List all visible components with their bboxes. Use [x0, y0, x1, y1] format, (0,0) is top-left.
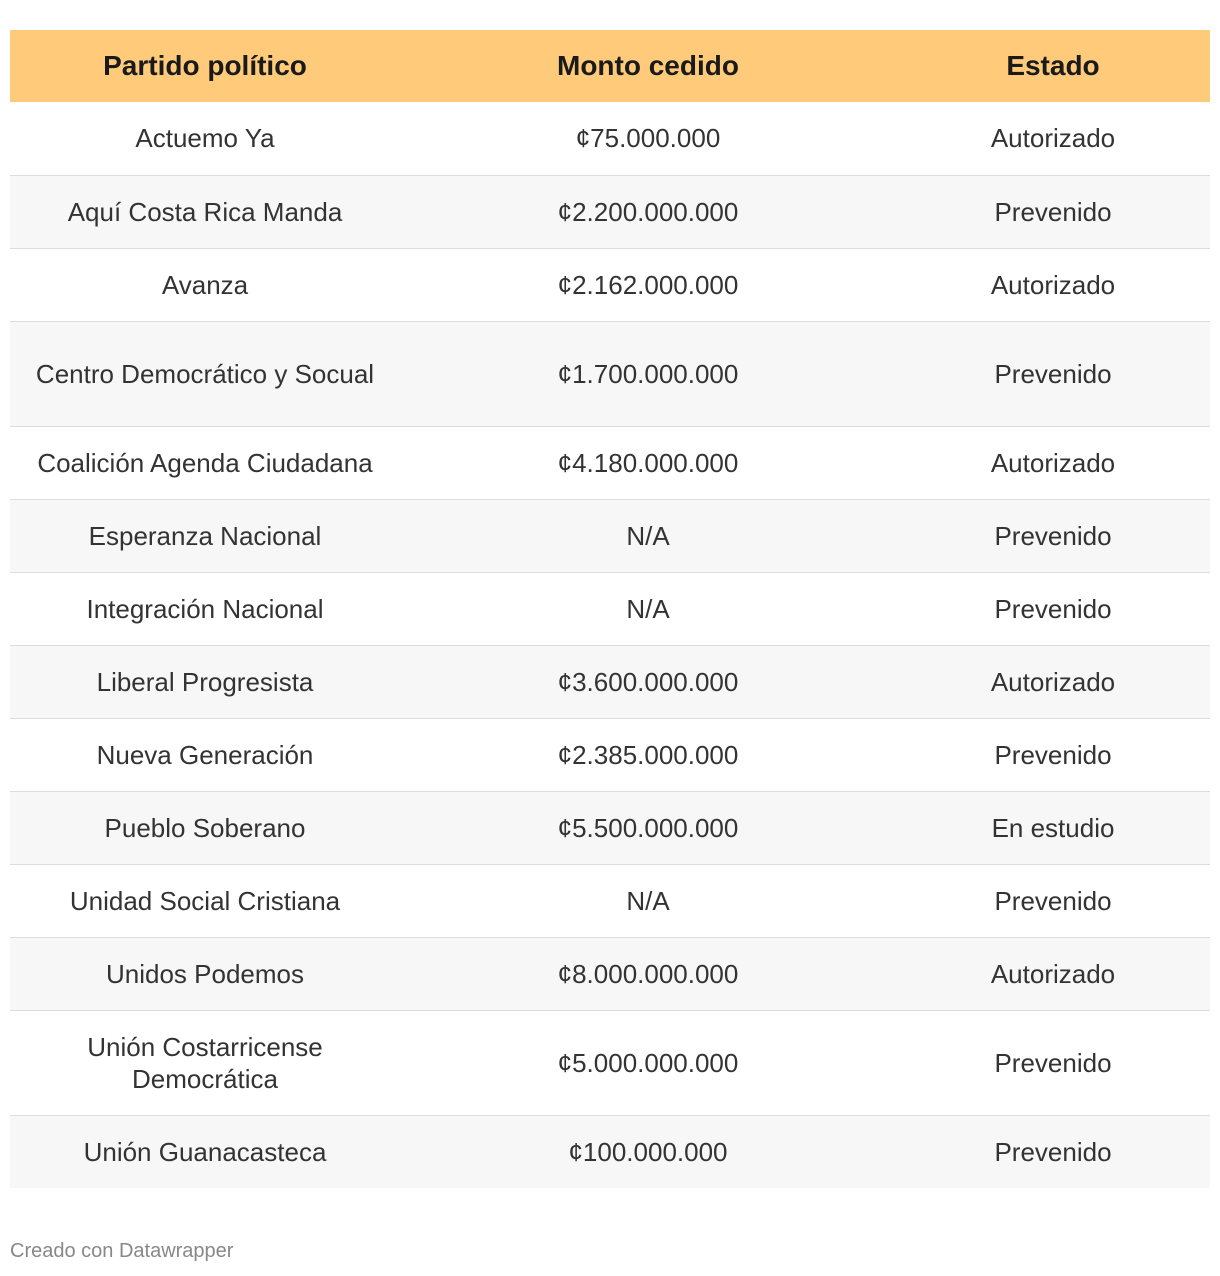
- cell-estado: Prevenido: [994, 593, 1112, 624]
- header-row: [10, 30, 1210, 102]
- table-header: [10, 30, 1210, 102]
- cell-monto: N/A: [626, 520, 670, 551]
- cell-partido: Integración Nacional: [86, 593, 324, 624]
- cell-estado: Autorizado: [990, 958, 1116, 989]
- cell-estado: Prevenido: [994, 1047, 1112, 1078]
- column-header-monto[interactable]: Monto cedido: [557, 50, 739, 81]
- cell-estado: Prevenido: [994, 196, 1112, 227]
- cell-monto: ¢5.000.000.000: [557, 1047, 739, 1078]
- cell-monto: N/A: [626, 593, 670, 624]
- cell-monto: ¢4.180.000.000: [557, 447, 739, 478]
- cell-estado: Autorizado: [990, 269, 1116, 300]
- cell-partido: Unidad Social Cristiana: [69, 885, 341, 916]
- table-row: [10, 175, 1210, 248]
- cell-estado: Prevenido: [994, 358, 1112, 389]
- footer-credit: Creado con Datawrapper: [10, 1240, 234, 1262]
- column-header-estado[interactable]: Estado: [1006, 50, 1100, 81]
- cell-partido: Liberal Progresista: [96, 666, 314, 697]
- cell-monto: ¢2.385.000.000: [557, 739, 739, 770]
- cell-partido: Pueblo Soberano: [104, 812, 306, 843]
- table-row: [10, 321, 1210, 426]
- table-row: [10, 102, 1210, 175]
- table-row: [10, 645, 1210, 718]
- table-row: [10, 1010, 1210, 1115]
- cell-monto: ¢5.500.000.000: [557, 812, 739, 843]
- cell-partido: Centro Democrático y Socual: [35, 358, 375, 389]
- table-row: [10, 499, 1210, 572]
- cell-estado: Prevenido: [994, 520, 1112, 551]
- data-table-container: [10, 30, 1210, 1188]
- cell-monto: ¢100.000.000: [568, 1136, 728, 1167]
- cell-estado: Autorizado: [990, 666, 1116, 697]
- table-row: [10, 718, 1210, 791]
- data-table: [10, 30, 1210, 1188]
- table-row: [10, 248, 1210, 321]
- cell-partido: Unión Guanacasteca: [83, 1136, 327, 1167]
- cell-monto: N/A: [626, 885, 670, 916]
- cell-monto: ¢3.600.000.000: [557, 666, 739, 697]
- cell-estado: En estudio: [991, 812, 1115, 843]
- cell-partido: Aquí Costa Rica Manda: [67, 196, 343, 227]
- cell-monto: ¢75.000.000: [575, 123, 721, 154]
- column-header-partido[interactable]: Partido político: [103, 50, 307, 81]
- cell-estado: Autorizado: [990, 123, 1116, 154]
- table-row: [10, 426, 1210, 499]
- cell-estado: Autorizado: [990, 447, 1116, 478]
- cell-partido: Avanza: [161, 269, 249, 300]
- cell-estado: Prevenido: [994, 739, 1112, 770]
- cell-partido: Unión Costarricense Democrática: [87, 1031, 323, 1094]
- table-row: [10, 937, 1210, 1010]
- cell-partido: Unidos Podemos: [106, 958, 304, 989]
- cell-monto: ¢2.200.000.000: [557, 196, 739, 227]
- cell-estado: Prevenido: [994, 1136, 1112, 1167]
- table-row: [10, 572, 1210, 645]
- table-row: [10, 791, 1210, 864]
- cell-partido: Actuemo Ya: [135, 123, 275, 154]
- cell-partido: Esperanza Nacional: [88, 520, 322, 551]
- cell-partido: Nueva Generación: [96, 739, 314, 770]
- cell-estado: Prevenido: [994, 885, 1112, 916]
- table-row: [10, 1115, 1210, 1188]
- table-body: [10, 102, 1210, 1188]
- cell-monto: ¢8.000.000.000: [557, 958, 739, 989]
- cell-monto: ¢2.162.000.000: [557, 269, 739, 300]
- table-row: [10, 864, 1210, 937]
- cell-monto: ¢1.700.000.000: [557, 358, 739, 389]
- cell-partido: Coalición Agenda Ciudadana: [37, 447, 373, 478]
